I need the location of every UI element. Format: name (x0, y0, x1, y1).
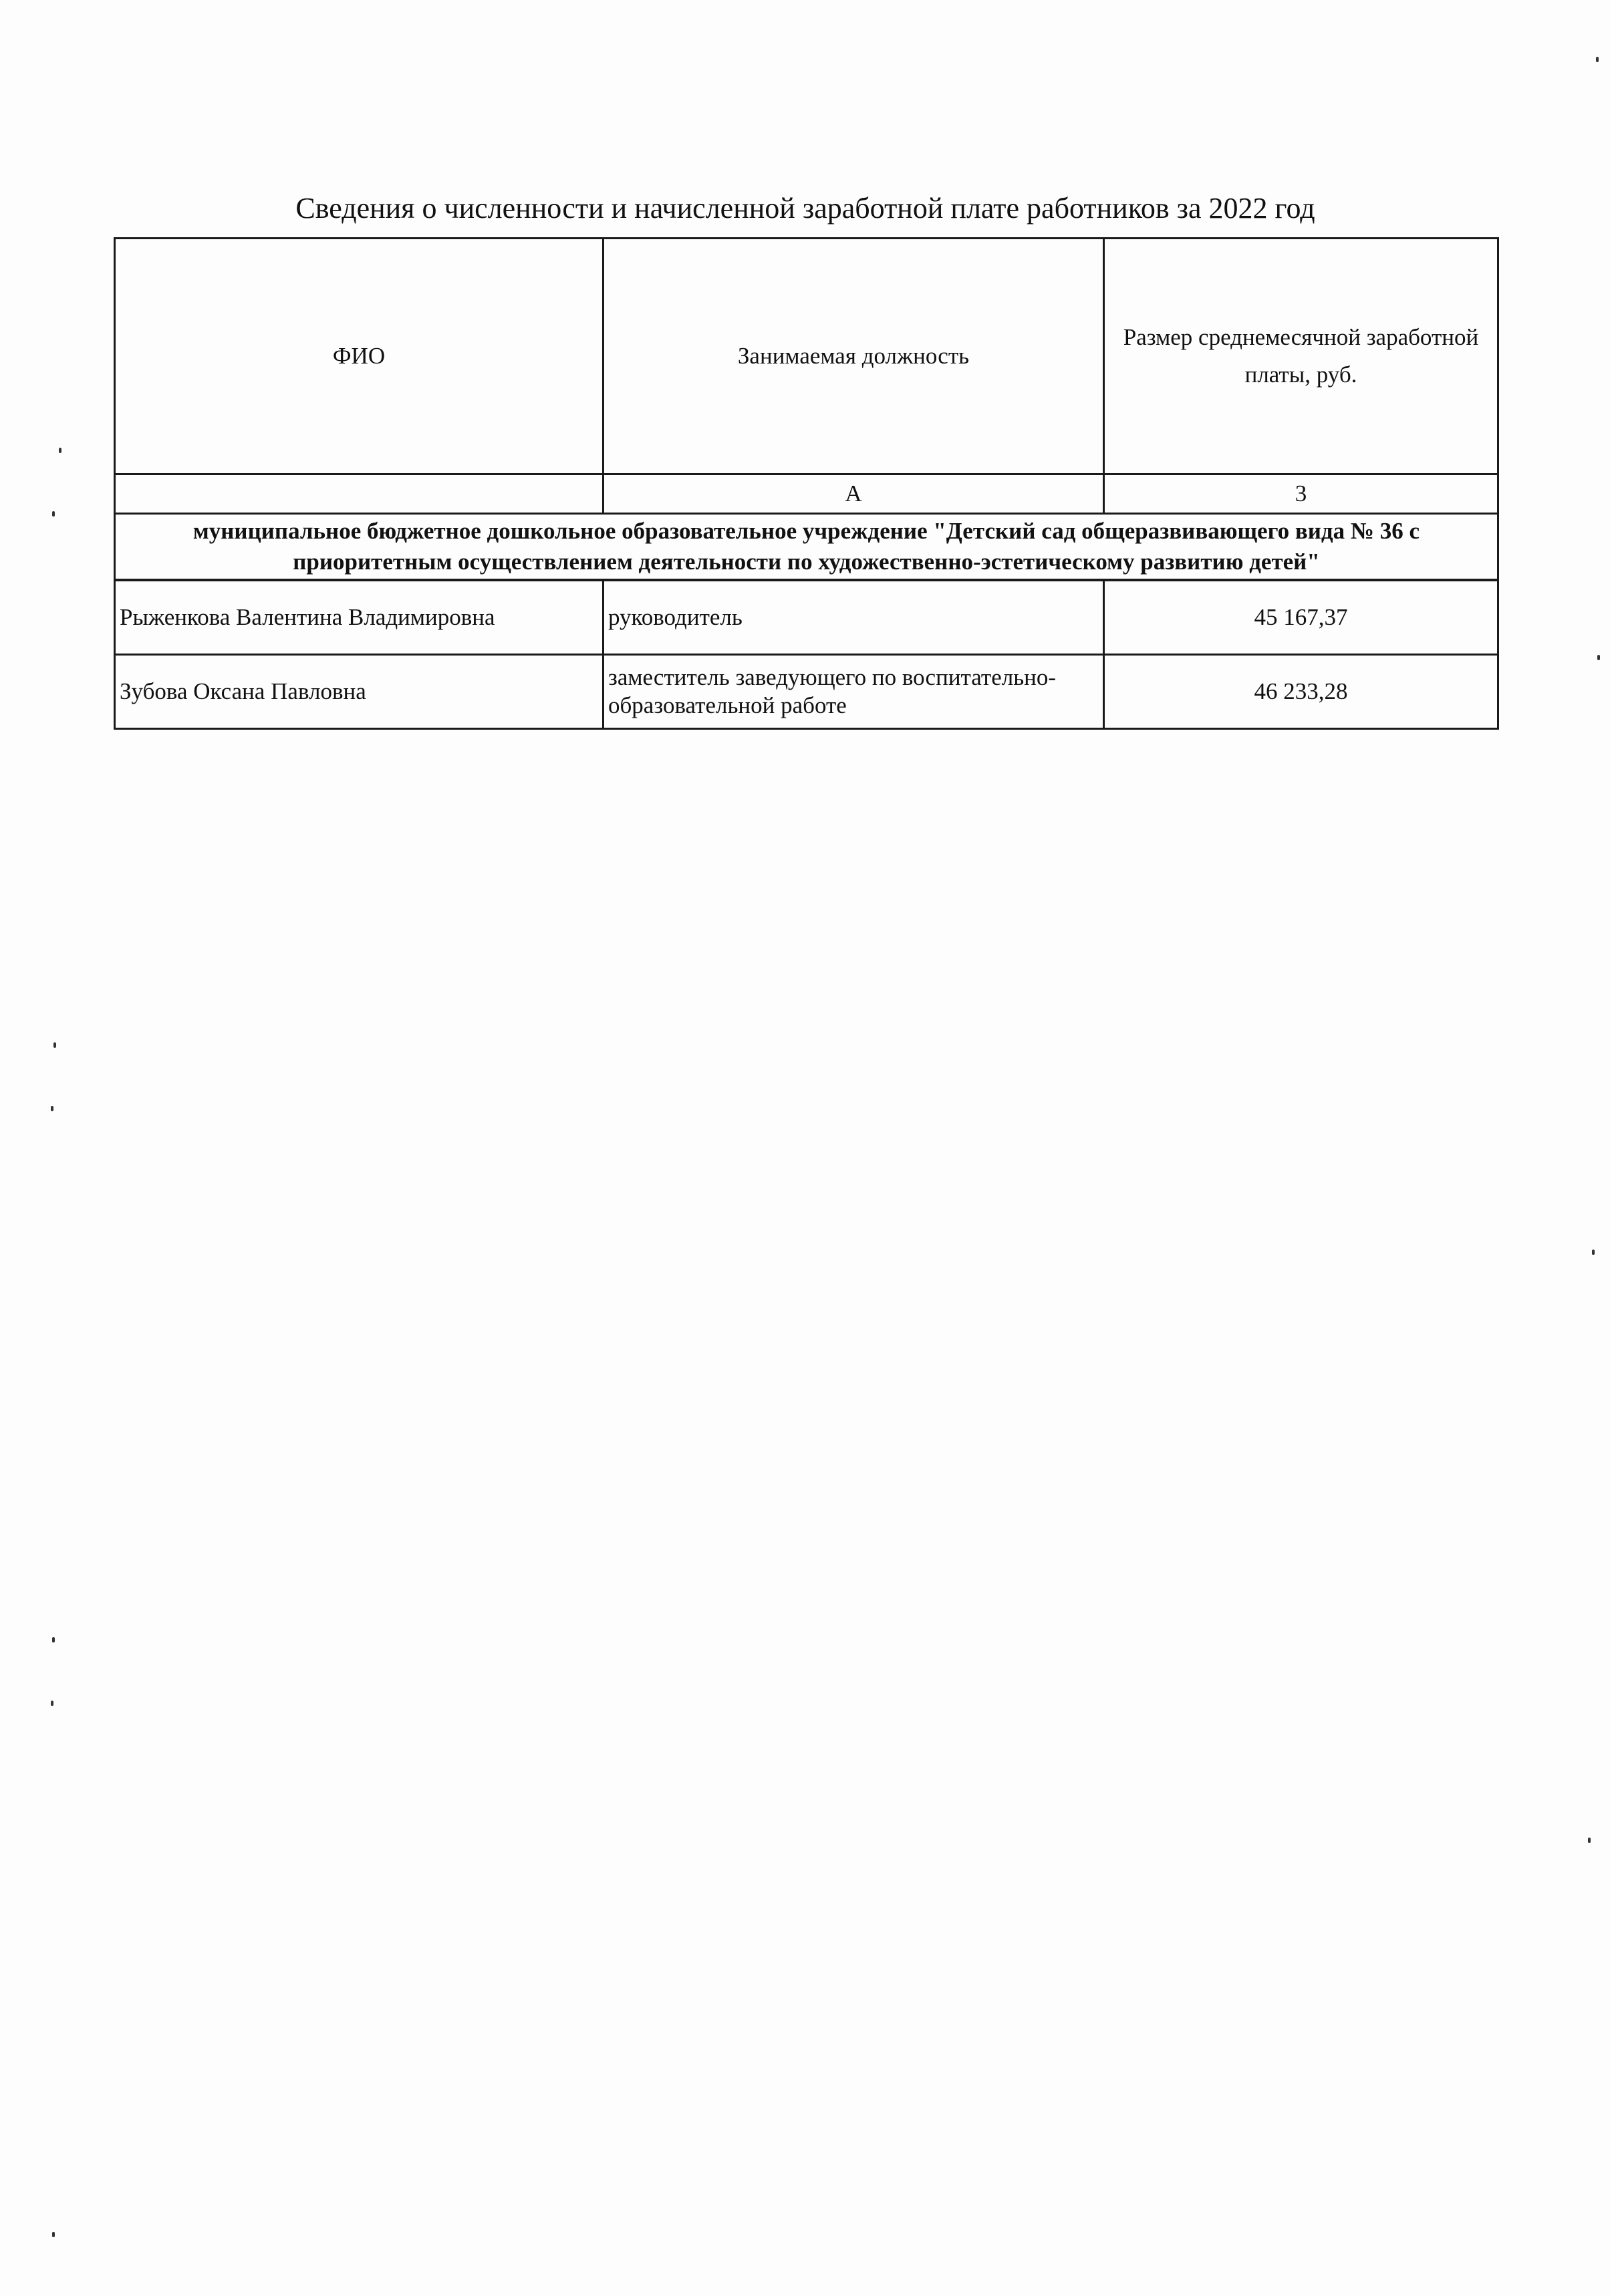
table-row (115, 580, 1498, 655)
column-index-row (115, 474, 1498, 514)
scan-speck (59, 448, 61, 453)
header-salary: Размер среднемесячной заработной платы, руб. (1104, 239, 1498, 474)
document-title: Сведения о численности и начисленной заработной плате работников за 2022 год (295, 192, 1315, 225)
index-name (115, 474, 603, 514)
scan-speck (51, 1106, 53, 1111)
scan-speck (53, 1042, 56, 1048)
salary-table (114, 237, 1499, 730)
table-row (115, 655, 1498, 729)
employee-name: Рыженкова Валентина Владимировна (115, 580, 603, 655)
scan-speck (51, 1701, 53, 1706)
scan-speck (52, 511, 55, 517)
scan-speck (1592, 1250, 1595, 1255)
scan-speck (1597, 655, 1600, 660)
index-position: А (603, 474, 1104, 514)
table-header-row (115, 239, 1498, 474)
employee-salary: 45 167,37 (1104, 580, 1498, 655)
employee-position: руководитель (603, 580, 1104, 655)
index-salary: 3 (1104, 474, 1498, 514)
header-position: Занимаемая должность (603, 239, 1104, 474)
organization-name: муниципальное бюджетное дошкольное образовательное учреждение "Детский сад общеразвивающего вида № 36 с приоритетным осуществлением деятельности по художественно-эстетическому развитию детей" (115, 514, 1498, 581)
employee-name: Зубова Оксана Павловна (115, 655, 603, 729)
scan-speck (52, 2232, 55, 2237)
employee-salary: 46 233,28 (1104, 655, 1498, 729)
scan-speck (1596, 57, 1599, 62)
header-name: ФИО (115, 239, 603, 474)
organization-row (115, 514, 1498, 581)
scan-speck (52, 1637, 55, 1642)
scan-speck (1588, 1838, 1591, 1843)
employee-position: заместитель заведующего по воспитательно-образовательной работе (603, 655, 1104, 729)
